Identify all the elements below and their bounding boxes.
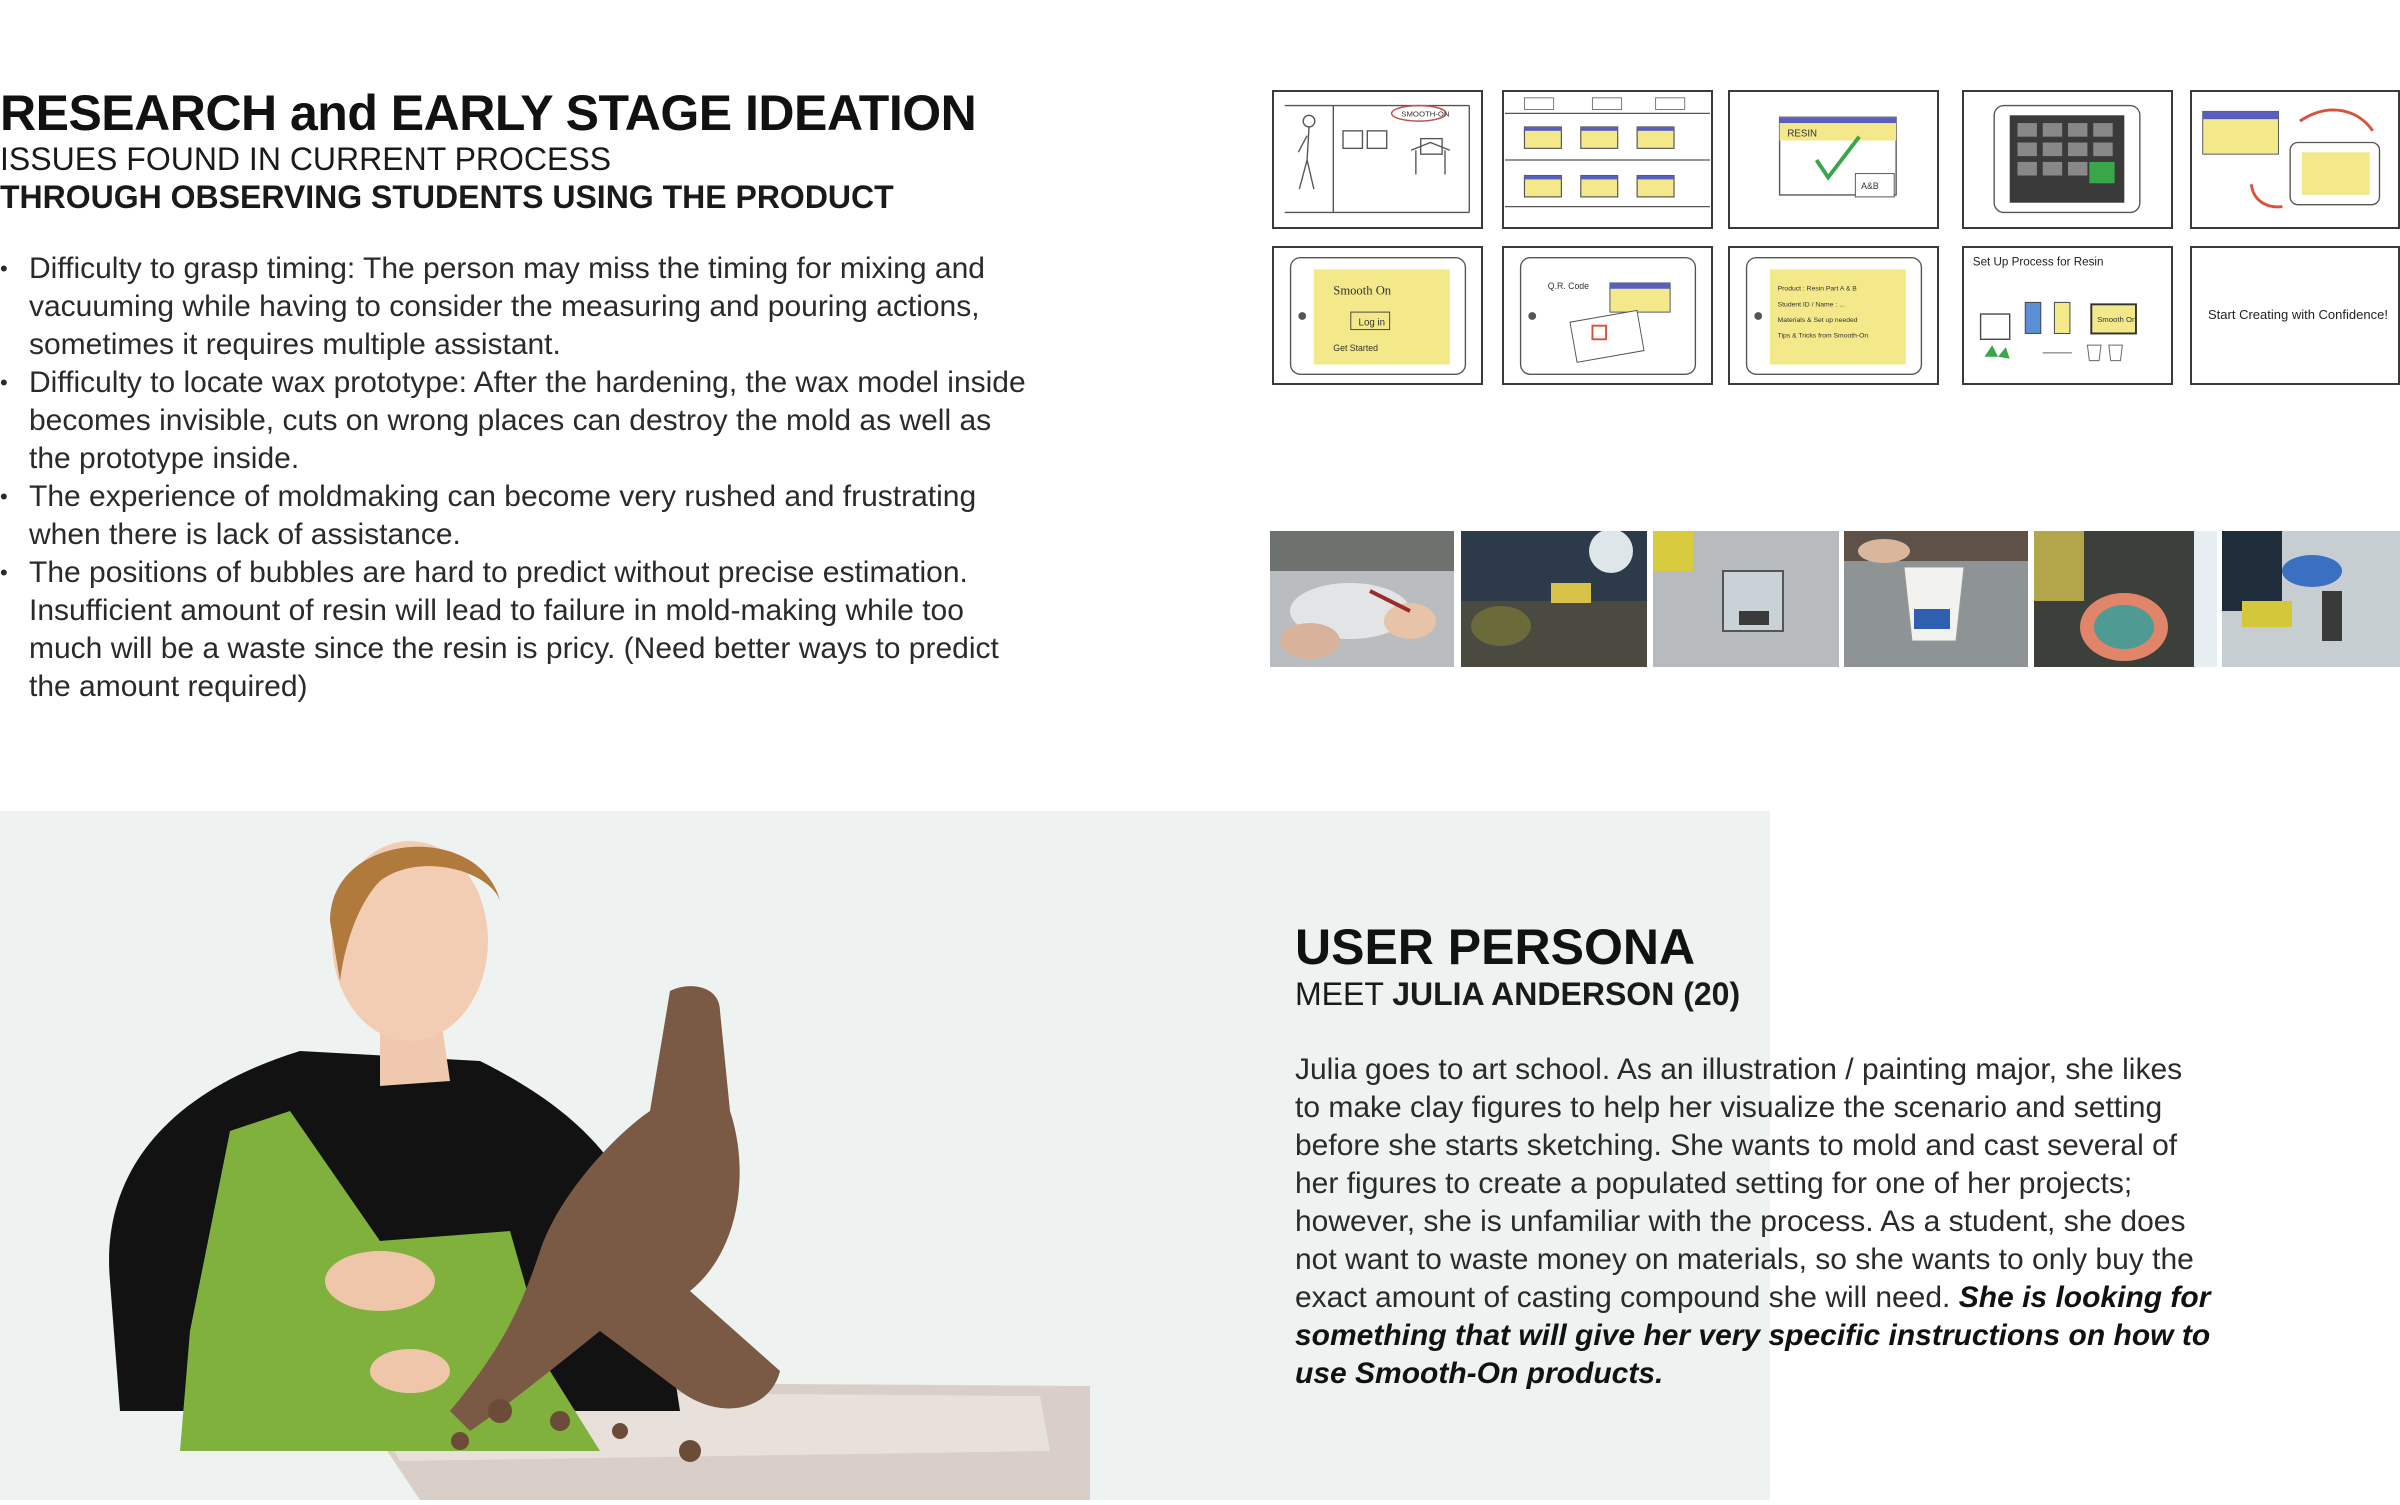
photo-clear-box — [1653, 531, 1839, 667]
frame3-tag: A&B — [1861, 181, 1879, 192]
frame3-resin-label: RESIN — [1787, 128, 1818, 140]
setup-process-sketch — [1964, 248, 2171, 383]
issue-item-resin-amount: • The positions of bubbles are hard to predict without precise estimation. Insufficient amount of resin will lead to failure in mold-making while too much will be a waste since the resin is pricy. (Need better ways to predict the amount required) — [0, 554, 1030, 706]
tablet-qr-sketch — [1504, 248, 1711, 383]
storyboard-frame-tablet-grid — [1962, 90, 2173, 229]
tablet-login-sketch — [1274, 248, 1481, 383]
frame1-sign-text: SMOOTH-ON — [1401, 109, 1450, 119]
frame9-title: Set Up Process for Resin — [1972, 255, 2104, 269]
storyboard-frame-start-creating — [2190, 246, 2400, 385]
storyboard-frame-setup — [1962, 246, 2173, 385]
photo-hands-pliers — [1270, 531, 1454, 667]
product-shelves-sketch — [1504, 92, 1711, 227]
frame10-text: Start Creating with Confidence! — [2208, 307, 2388, 322]
issue-item-rushed-experience: • The experience of moldmaking can become very rushed and frustrating when there is lack of assistance. — [0, 478, 1030, 554]
issues-list — [0, 250, 1030, 706]
persona-meet-prefix: MEET — [1295, 976, 1384, 1012]
persona-name: JULIA ANDERSON (20) — [1392, 976, 1741, 1012]
issue-item-timing: • Difficulty to grasp timing: The person may miss the timing for mixing and vacuuming while having to consider the measuring and pouring actions, sometimes it requires multiple assistant. — [0, 250, 1030, 364]
photo-mixing-cup — [1844, 531, 2028, 667]
frame6-brand: Smooth On — [1333, 283, 1392, 298]
storyboard-frame-login — [1272, 246, 1483, 385]
research-subtitle-observing: THROUGH OBSERVING STUDENTS USING THE PRODUCT — [0, 179, 894, 215]
storyboard-frame-store-walk — [1272, 90, 1483, 229]
scan-sketch — [2192, 92, 2398, 227]
frame7-note: Q.R. Code — [1547, 280, 1590, 291]
storyboard-frame-qr — [1502, 246, 1713, 385]
frame6-start: Get Started — [1333, 342, 1378, 353]
persona-photo-julia-sculpting — [80, 811, 1090, 1500]
storyboard-frame-shelves — [1502, 90, 1713, 229]
persona-title: USER PERSONA — [1295, 919, 1696, 975]
persona-bio — [1295, 1051, 2215, 1393]
resin-check-sketch — [1730, 92, 1937, 227]
storyboard-frame-product-info — [1728, 246, 1939, 385]
frame8-line-2: Student ID / Name : ... — [1777, 301, 1845, 309]
frame8-line-1: Product : Resin Part A & B — [1777, 285, 1857, 293]
issue-item-wax-location: • Difficulty to locate wax prototype: After the hardening, the wax model inside becomes invisible, cuts on wrong places can destroy the mold as well as the prototype inside. — [0, 364, 1030, 478]
frame9-brand: Smooth On — [2097, 314, 2137, 324]
photo-vacuum-bowl — [2034, 531, 2217, 667]
storyboard-frame-resin-check — [1728, 90, 1939, 229]
persona-subtitle — [1295, 976, 1740, 1013]
tablet-info-sketch — [1730, 248, 1937, 383]
storyboard-frame-scan — [2190, 90, 2400, 229]
photo-gloved-hands — [2222, 531, 2400, 667]
frame8-line-4: Tips & Tricks from Smooth-On — [1777, 332, 1869, 340]
store-walk-sketch — [1274, 92, 1481, 227]
tablet-grid-sketch — [1964, 92, 2171, 227]
photo-workbench-tools — [1461, 531, 1647, 667]
research-title: RESEARCH and EARLY STAGE IDEATION — [0, 85, 977, 141]
persona-bio-emphasis: She is looking for something that will give her very specific instructions on how to use Smooth-On products. — [1295, 1281, 2211, 1390]
persona-bio-text: Julia goes to art school. As an illustration / painting major, she likes to make clay figures to help her visualize the scenario and setting before she starts sketching. She wants to mold and cast several of her figures to create a populated setting for one of her projects; however, she is unfamiliar with the process. As a student, she does not want to waste money on materials, so she wants to only buy the exact amount of casting compound she will need. — [1295, 1053, 2194, 1314]
research-subtitle-issues: ISSUES FOUND IN CURRENT PROCESS — [0, 141, 612, 177]
frame6-login: Log in — [1358, 317, 1385, 329]
frame8-line-3: Materials & Set up needed — [1777, 316, 1858, 324]
